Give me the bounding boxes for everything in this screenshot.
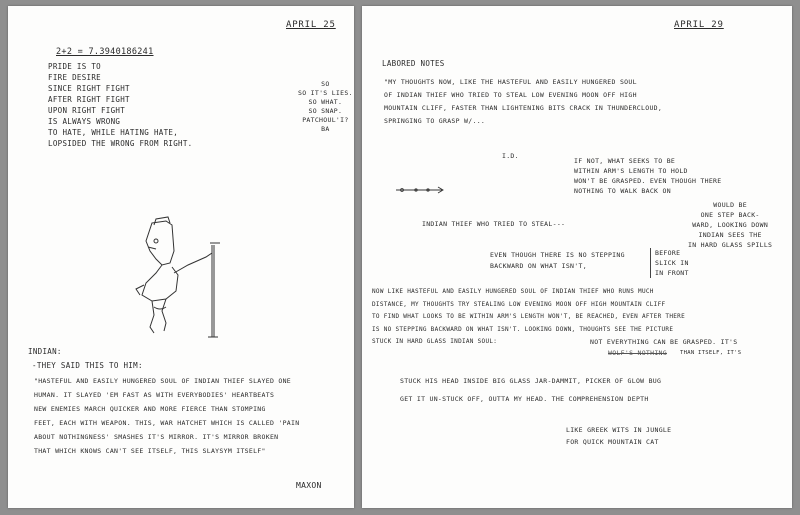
closing-lines [566, 424, 671, 448]
right-page-date: APRIL 29 [674, 20, 724, 30]
block-line: IF NOT, WHAT SEEKS TO BE [574, 157, 676, 165]
side-note-line: SO [321, 80, 330, 88]
poem-line: LOPSIDED THE WRONG FROM RIGHT. [48, 139, 193, 148]
closing-line: FOR QUICK MOUNTAIN CAT [566, 438, 659, 446]
block-line: WON'T BE GRASPED. EVEN THOUGH THERE [574, 177, 722, 185]
block-line: INDIAN SEES THE [698, 231, 762, 239]
struck-line: WOLF'S NOTHING [608, 349, 667, 357]
poem-line: SINCE RIGHT FIGHT [48, 84, 130, 93]
block-line: BACKWARD ON WHAT ISN'T, [490, 262, 587, 270]
side-note-line: PATCHOUL'I? [302, 116, 349, 124]
block-line: NOTHING TO WALK BACK ON [574, 187, 671, 195]
indian-heading: INDIAN: [28, 347, 62, 356]
poem-line: IS ALWAYS WRONG [48, 117, 121, 126]
block-line: EVEN THOUGH THERE IS NO STEPPING [490, 251, 625, 259]
indian-figure-drawing [126, 211, 236, 341]
grasp-note-block [574, 156, 721, 196]
jar-line: STUCK HIS HEAD INSIDE BIG GLASS JAR-DAMMIT, PICKER OF GLOW BUG [400, 377, 662, 385]
poem-line: PRIDE IS TO [48, 62, 101, 71]
block-line: ONE STEP BACK- [700, 211, 760, 219]
quote-line: "MY THOUGHTS NOW, LIKE THE HASTEFUL AND EASILY HUNGERED SOUL [384, 78, 637, 86]
jar-line: GET IT UN-STUCK OFF, OUTTA MY HEAD. THE COMPREHENSION DEPTH [400, 395, 649, 403]
paragraph-line: FEET, EACH WITH WEAPON. THIS, WAR HATCHET WHICH IS CALLED 'PAIN [34, 419, 300, 427]
side-note-line: SO IT'S LIES. [298, 89, 353, 97]
final-line: IS NO STEPPING BACKWARD ON WHAT ISN'T. LOOKING DOWN, THOUGHTS SEE THE PICTURE [372, 325, 674, 333]
final-line: TO FIND WHAT LOOKS TO BE WITHIN ARM'S LENGTH WON'T, BE REACHED, EVEN AFTER THERE [372, 313, 685, 320]
closing-line: LIKE GREEK WITS IN JUNGLE [566, 426, 672, 434]
arrow-sketch [394, 184, 446, 196]
labored-notes-heading: LABORED NOTES [382, 59, 445, 68]
poem-line: AFTER RIGHT FIGHT [48, 95, 130, 104]
final-line: DISTANCE, MY THOUGHTS TRY STEALING LOW EVENING MOON OFF HIGH MOUNTAIN CLIFF [372, 300, 666, 308]
side-note-line: SO WHAT. [308, 98, 343, 106]
block-line: IN HARD GLASS SPILLS [688, 241, 773, 249]
block-line: WARD, LOOKING DOWN [692, 221, 769, 229]
final-line: NOW LIKE HASTEFUL AND EASILY HUNGERED SOUL OF INDIAN THIEF WHO RUNS MUCH [372, 288, 654, 295]
quote-line: MOUNTAIN CLIFF, FASTER THAN LIGHTENING BITS CRACK IN THUNDERCLOUD, [384, 104, 663, 112]
final-line: STUCK IN HARD GLASS INDIAN SOUL: [372, 338, 498, 345]
before-block [650, 248, 689, 278]
quote-line: OF INDIAN THIEF WHO TRIED TO STEAL LOW EVENING MOON OFF HIGH [384, 91, 637, 99]
left-page-date: APRIL 25 [286, 20, 336, 30]
pride-poem [48, 61, 192, 149]
intro-line: -THEY SAID THIS TO HIM: [32, 361, 143, 370]
struck-tail: THAN ITSELF, IT'S [680, 350, 742, 356]
paragraph-line: ABOUT NOTHINGNESS' SMASHES IT'S MIRROR. IT'S MIRROR BROKEN [34, 433, 279, 441]
quote-line: SPRINGING TO GRASP W/... [384, 117, 486, 125]
block-line: BEFORE [655, 249, 681, 257]
side-note-line: BA [321, 125, 330, 133]
opening-quote [384, 76, 662, 128]
left-notebook-page [8, 6, 354, 508]
paragraph-line: THAT WHICH KNOWS CAN'T SEE ITSELF, THIS SLAYSYM ITSELF" [34, 447, 266, 455]
glass-jar-passage [400, 372, 661, 408]
paragraph-line: NEW ENEMIES MARCH QUICKER AND MORE FIERCE THAN STOMPING [34, 405, 266, 413]
thief-line: INDIAN THIEF WHO TRIED TO STEAL--- [422, 220, 566, 228]
equation: 2+2 = 7.3940186241 [56, 47, 154, 57]
stepping-block [490, 250, 625, 272]
block-line: WOULD BE [713, 201, 747, 209]
small-mark: I.D. [502, 152, 519, 160]
block-line: WITHIN ARM'S LENGTH TO HOLD [574, 167, 688, 175]
step-back-block [688, 200, 772, 250]
side-note-line: SO SNAP. [308, 107, 343, 115]
paragraph-line: HUMAN. IT SLAYED 'EM FAST AS WITH EVERYBODIES' HEARTBEATS [34, 391, 275, 399]
signature: MAXON [296, 481, 322, 490]
poem-line: FIRE DESIRE [48, 73, 101, 82]
paragraph-line: "HASTEFUL AND EASILY HUNGERED SOUL OF INDIAN THIEF SLAYED ONE [34, 377, 292, 385]
poem-line: UPON RIGHT FIGHT [48, 106, 126, 115]
indian-paragraph [34, 374, 299, 458]
aside-line: NOT EVERYTHING CAN BE GRASPED. IT'S [590, 338, 738, 346]
block-line: SLICK IN [655, 259, 689, 267]
poem-line: TO HATE, WHILE HATING HATE, [48, 128, 179, 137]
right-notebook-page [362, 6, 792, 508]
block-line: IN FRONT [655, 269, 689, 277]
side-note [298, 80, 353, 134]
